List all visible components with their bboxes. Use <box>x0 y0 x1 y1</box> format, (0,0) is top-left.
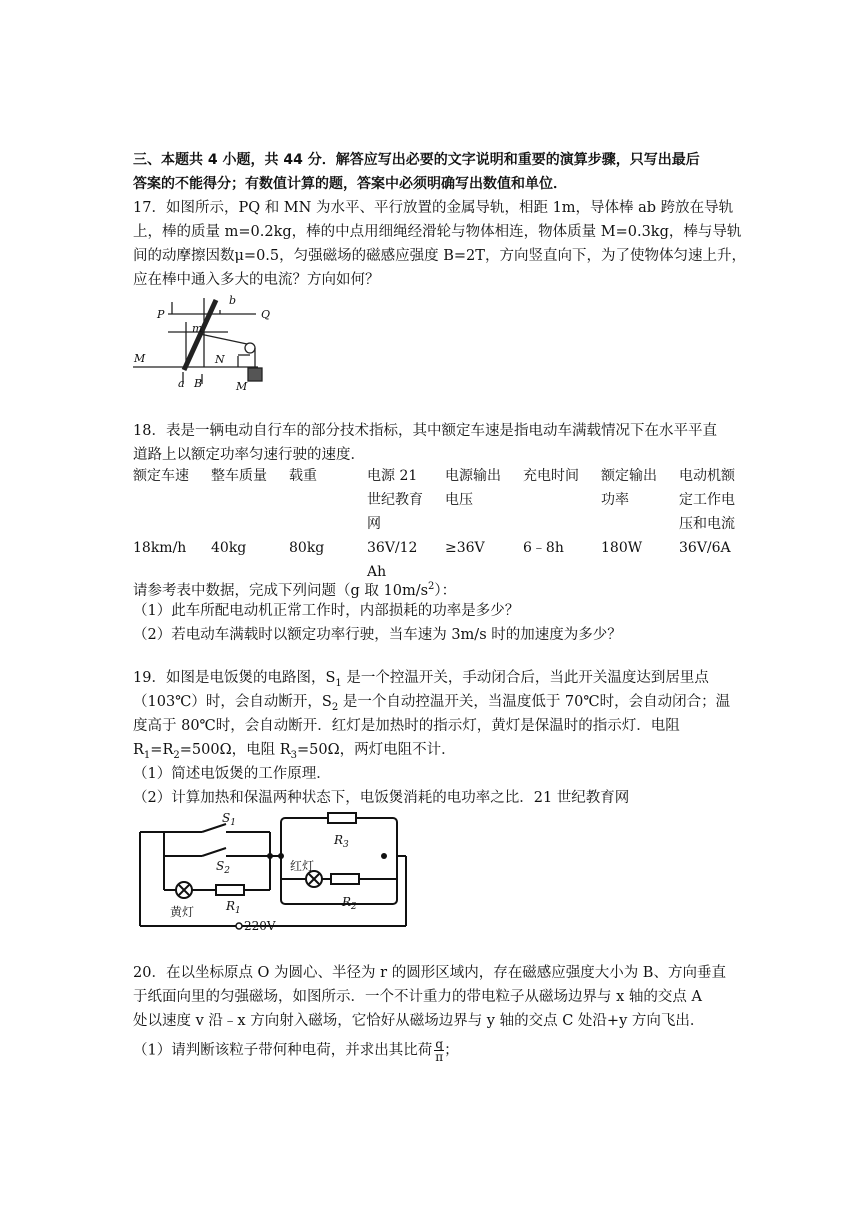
q19-label-yellow-lamp: 黄灯 <box>170 905 195 919</box>
q19-r2: =R <box>150 742 174 758</box>
q18-prompt <box>133 576 456 602</box>
table-cell: 80kg <box>289 540 325 556</box>
table-cell: 36V/6A <box>679 540 731 556</box>
q17-label-m: m <box>192 322 203 335</box>
q17-label-Q: Q <box>261 308 271 321</box>
q19-r3: =500Ω，电阻 R <box>179 742 291 758</box>
table-header-cell: 电源输出电压 <box>445 468 501 508</box>
q19-circuit-figure <box>136 808 416 938</box>
q19-r1-sub: 1 <box>143 749 151 761</box>
table-header-cell: 整车质量 <box>211 468 267 484</box>
fraction-denominator: π <box>435 1050 444 1064</box>
q17-label-B: B <box>194 377 203 390</box>
q19-line2-sub: 2 <box>331 701 339 713</box>
q19-label-S2: $S_2$ <box>216 859 230 876</box>
section-heading-line2: 答案的不能得分；有数值计算的题，答案中必须明确写出数值和单位． <box>133 176 567 192</box>
q20-sub1-end: ； <box>444 1042 459 1059</box>
table-cell: 40kg <box>211 540 247 556</box>
section-heading-line1: 三、本题共 4 小题，共 44 分．解答应写出必要的文字说明和重要的演算步骤，只写出最后 <box>133 152 700 168</box>
q19-label-voltage: 220V <box>244 919 276 933</box>
q17-line2: 上，棒的质量 m=0.2kg，棒的中点用细绳经滑轮与物体相连，物体质量 M=0.3kg，棒与导轨 <box>133 224 742 240</box>
table-header-cell: 载重 <box>289 468 317 484</box>
q19-label-S1: $S_1$ <box>222 811 236 828</box>
table-cell: 18km/h <box>133 540 187 556</box>
q19-line1-text: 19．如图是电饭煲的电路图，S <box>133 670 336 686</box>
q19-line2-end: 是一个自动控温开关，当温度低于 70℃时，会自动闭合；温 <box>338 694 731 710</box>
q17-line4: 应在棒中通入多大的电流？方向如何？ <box>133 272 380 288</box>
table-cell: ≥36V <box>445 540 485 556</box>
q19-line1-sub: 1 <box>335 677 342 689</box>
q19-label-R2: $R_2$ <box>342 895 357 912</box>
fraction-numerator: q <box>435 1037 444 1051</box>
q20-sub1-text: （1）请判断该粒子带何种电荷，并求出其比荷 <box>133 1042 433 1059</box>
q17-label-b: b <box>229 294 237 307</box>
q17-rail-figure <box>128 292 276 397</box>
q18-sub2: （2）若电动车满载时以额定功率行驶，当车速为 3m/s 时的加速度为多少？ <box>133 627 622 643</box>
q18-line1: 18．表是一辆电动自行车的部分技术指标，其中额定车速是指电动车满载情况下在水平平直 <box>133 423 717 439</box>
q19-line1-end: 是一个控温开关，手动闭合后，当此开关温度达到居里点 <box>341 670 709 686</box>
q17-line1: 17．如图所示，PQ 和 MN 为水平、平行放置的金属导轨，相距 1m，导体棒 ab 跨放在导轨 <box>133 200 734 216</box>
q17-label-P: P <box>157 308 165 321</box>
q20-line3: 处以速度 v 沿﹣x 方向射入磁场，它恰好从磁场边界与 y 轴的交点 C 处沿+y 方向飞出． <box>133 1013 705 1029</box>
q19-line3: 度高于 80℃时，会自动断开．红灯是加热时的指示灯，黄灯是保温时的指示灯．电阻 <box>133 718 680 734</box>
q17-line3: 间的动摩擦因数μ=0.5，匀强磁场的磁感应强度 B=2T，方向竖直向下，为了使物体匀速上升， <box>133 248 746 264</box>
q20-line1: 20．在以坐标原点 O 为圆心、半径为 r 的圆形区域内，存在磁感应强度大小为 B、方向垂直 <box>133 965 726 981</box>
q18-prompt-text: 请参考表中数据，完成下列问题（g 取 10m/s <box>133 582 429 599</box>
q19-sub1: （1）简述电饭煲的工作原理． <box>133 766 331 782</box>
table-row <box>133 464 759 536</box>
q19-line2-text: （103℃）时，会自动断开，S <box>133 694 332 710</box>
charge-mass-fraction <box>434 1038 444 1063</box>
q19-label-R1: $R_1$ <box>226 899 241 916</box>
q20-sub1 <box>133 1038 459 1063</box>
table-header-cell: 充电时间 <box>523 468 579 484</box>
q17-label-M: M <box>134 352 146 365</box>
q17-label-N: N <box>215 353 225 366</box>
q19-r1: R <box>133 742 144 758</box>
spec-table <box>133 464 759 584</box>
q18-prompt-end: ）： <box>434 582 457 599</box>
table-cell: 6﹣8h <box>523 540 564 556</box>
q19-label-red-lamp: 红灯 <box>290 859 315 873</box>
q18-line2: 道路上以额定功率匀速行驶的速度． <box>133 447 365 463</box>
q19-r2-sub: 2 <box>173 749 180 761</box>
q19-line4-end: =50Ω，两灯电阻不计． <box>297 742 456 758</box>
q18-prompt-sup: 2 <box>428 581 435 592</box>
q19-r3-sub: 3 <box>290 749 297 761</box>
q19-label-R3: $R_3$ <box>334 833 349 850</box>
table-cell: 36V/12Ah <box>367 540 418 580</box>
q17-label-M2: M <box>236 380 248 393</box>
table-header-cell: 电源 21 世纪教育网 <box>367 468 423 532</box>
table-header-cell: 额定输出功率 <box>601 468 657 508</box>
q20-line2: 于纸面向里的匀强磁场，如图所示．一个不计重力的带电粒子从磁场边界与 x 轴的交点 A <box>133 989 702 1005</box>
table-cell: 180W <box>601 540 643 556</box>
q19-sub2: （2）计算加热和保温两种状态下，电饭煲消耗的电功率之比．21 世纪教育网 <box>133 790 630 806</box>
q17-label-a: a <box>178 377 185 390</box>
table-header-cell: 额定车速 <box>133 468 189 484</box>
q18-sub1: （1）此车所配电动机正常工作时，内部损耗的功率是多少？ <box>133 603 520 619</box>
table-header-cell: 电动机额定工作电压和电流 <box>679 468 735 532</box>
